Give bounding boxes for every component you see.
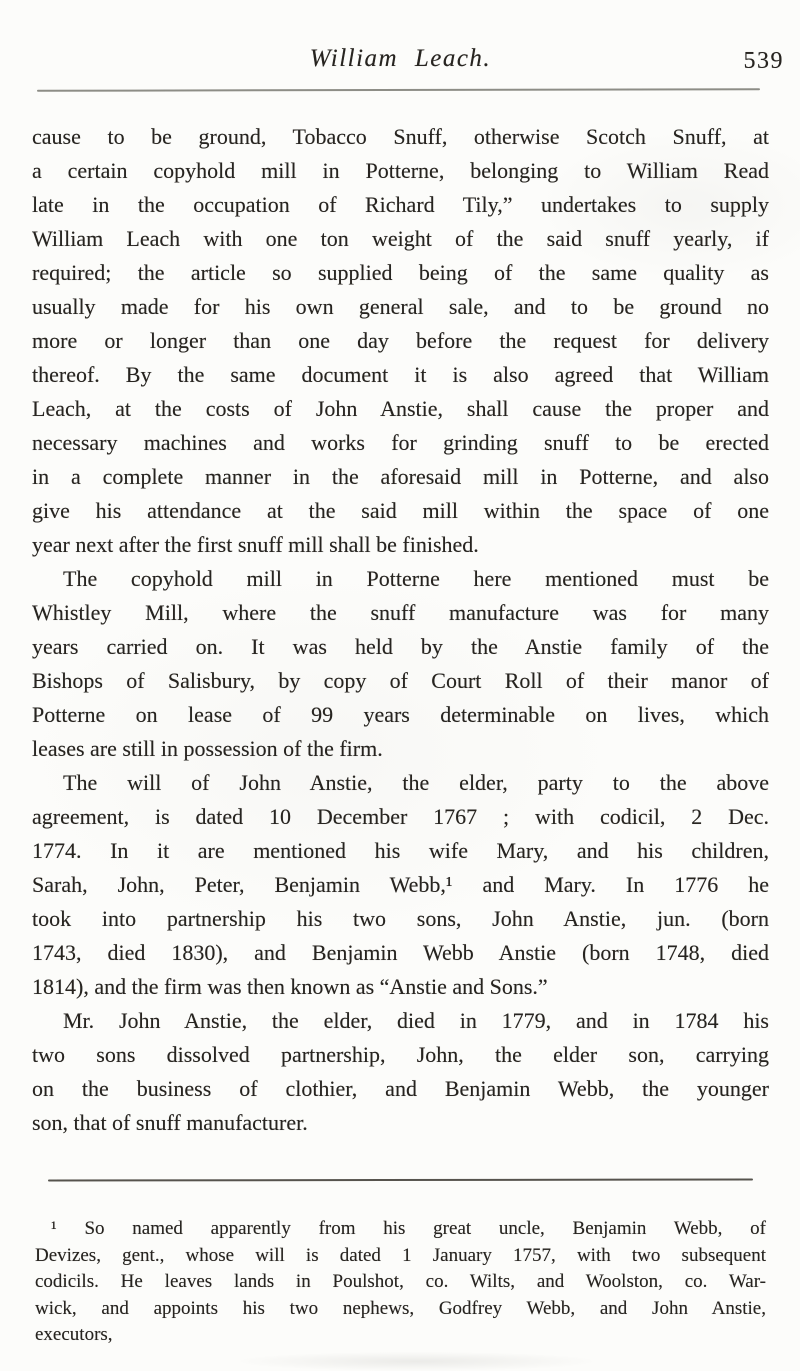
text-line: son, that of snuff manufacturer. bbox=[32, 1110, 308, 1135]
text-line: two sons dissolved partnership, John, the elder son, carrying bbox=[32, 1042, 769, 1067]
paragraph bbox=[32, 1004, 769, 1140]
footnote-line: codicils. He leaves lands in Poulshot, co. Wilts, and Woolston, co. War- bbox=[35, 1271, 766, 1293]
text-line: 1743, died 1830), and Benjamin Webb Anstie (born 1748, died bbox=[32, 940, 769, 965]
paragraph bbox=[32, 562, 769, 766]
footnote-line: ¹ So named apparently from his great uncle, Benjamin Webb, of bbox=[51, 1218, 766, 1239]
text-line: Bishops of Salisbury, by copy of Court Roll of their manor of bbox=[32, 668, 769, 693]
body-text bbox=[32, 120, 769, 1140]
text-line: a certain copyhold mill in Potterne, belonging to William Read bbox=[32, 158, 769, 183]
footnote-line: Devizes, gent., whose will is dated 1 January 1757, with two subsequent bbox=[35, 1244, 766, 1266]
text-line: Whistley Mill, where the snuff manufacture was for many bbox=[32, 600, 769, 625]
running-header-title: William Leach. bbox=[309, 45, 492, 72]
paragraph bbox=[32, 766, 769, 1004]
text-line: Leach, at the costs of John Anstie, shall cause the proper and bbox=[32, 396, 769, 421]
text-line: required; the article so supplied being of the same quality as bbox=[32, 260, 769, 285]
text-line: year next after the first snuff mill shall be finished. bbox=[32, 532, 479, 557]
header-rule bbox=[37, 88, 760, 92]
text-line: years carried on. It was held by the Anstie family of the bbox=[32, 634, 769, 659]
text-line: in a complete manner in the aforesaid mill in Potterne, and also bbox=[32, 464, 769, 489]
paragraph bbox=[32, 120, 769, 562]
text-line: late in the occupation of Richard Tily,” undertakes to supply bbox=[32, 192, 769, 217]
text-line: thereof. By the same document it is also agreed that William bbox=[32, 362, 769, 387]
text-line: William Leach with one ton weight of the said snuff yearly, if bbox=[32, 226, 769, 251]
text-line: give his attendance at the said mill within the space of one bbox=[32, 498, 769, 523]
text-line: 1814), and the firm was then known as “Anstie and Sons.” bbox=[32, 974, 548, 999]
footnote bbox=[35, 1216, 766, 1349]
text-line: leases are still in possession of the firm. bbox=[32, 736, 383, 761]
page-number: 539 bbox=[743, 48, 784, 74]
text-line: The copyhold mill in Potterne here mentioned must be bbox=[63, 566, 769, 591]
text-line: Potterne on lease of 99 years determinable on lives, which bbox=[32, 702, 769, 727]
footnote-line: executors, bbox=[35, 1324, 113, 1346]
running-header bbox=[33, 42, 784, 86]
text-line: took into partnership his two sons, John Anstie, jun. (born bbox=[32, 906, 769, 931]
footnote-rule bbox=[48, 1179, 753, 1182]
text-line: Mr. John Anstie, the elder, died in 1779, and in 1784 his bbox=[63, 1008, 769, 1033]
text-line: Sarah, John, Peter, Benjamin Webb,¹ and Mary. In 1776 he bbox=[32, 872, 769, 897]
text-line: The will of John Anstie, the elder, party to the above bbox=[63, 770, 769, 795]
text-line: necessary machines and works for grinding snuff to be erected bbox=[32, 430, 769, 455]
text-line: usually made for his own general sale, and to be ground no bbox=[32, 294, 769, 319]
text-line: on the business of clothier, and Benjamin Webb, the younger bbox=[32, 1076, 769, 1101]
text-line: 1774. In it are mentioned his wife Mary, and his children, bbox=[32, 838, 769, 863]
text-line: cause to be ground, Tobacco Snuff, otherwise Scotch Snuff, at bbox=[32, 124, 769, 149]
footnote-line: wick, and appoints his two nephews, Godfrey Webb, and John Anstie, bbox=[35, 1297, 766, 1319]
text-line: more or longer than one day before the request for delivery bbox=[32, 328, 769, 353]
text-line: agreement, is dated 10 December 1767 ; with codicil, 2 Dec. bbox=[32, 804, 769, 829]
